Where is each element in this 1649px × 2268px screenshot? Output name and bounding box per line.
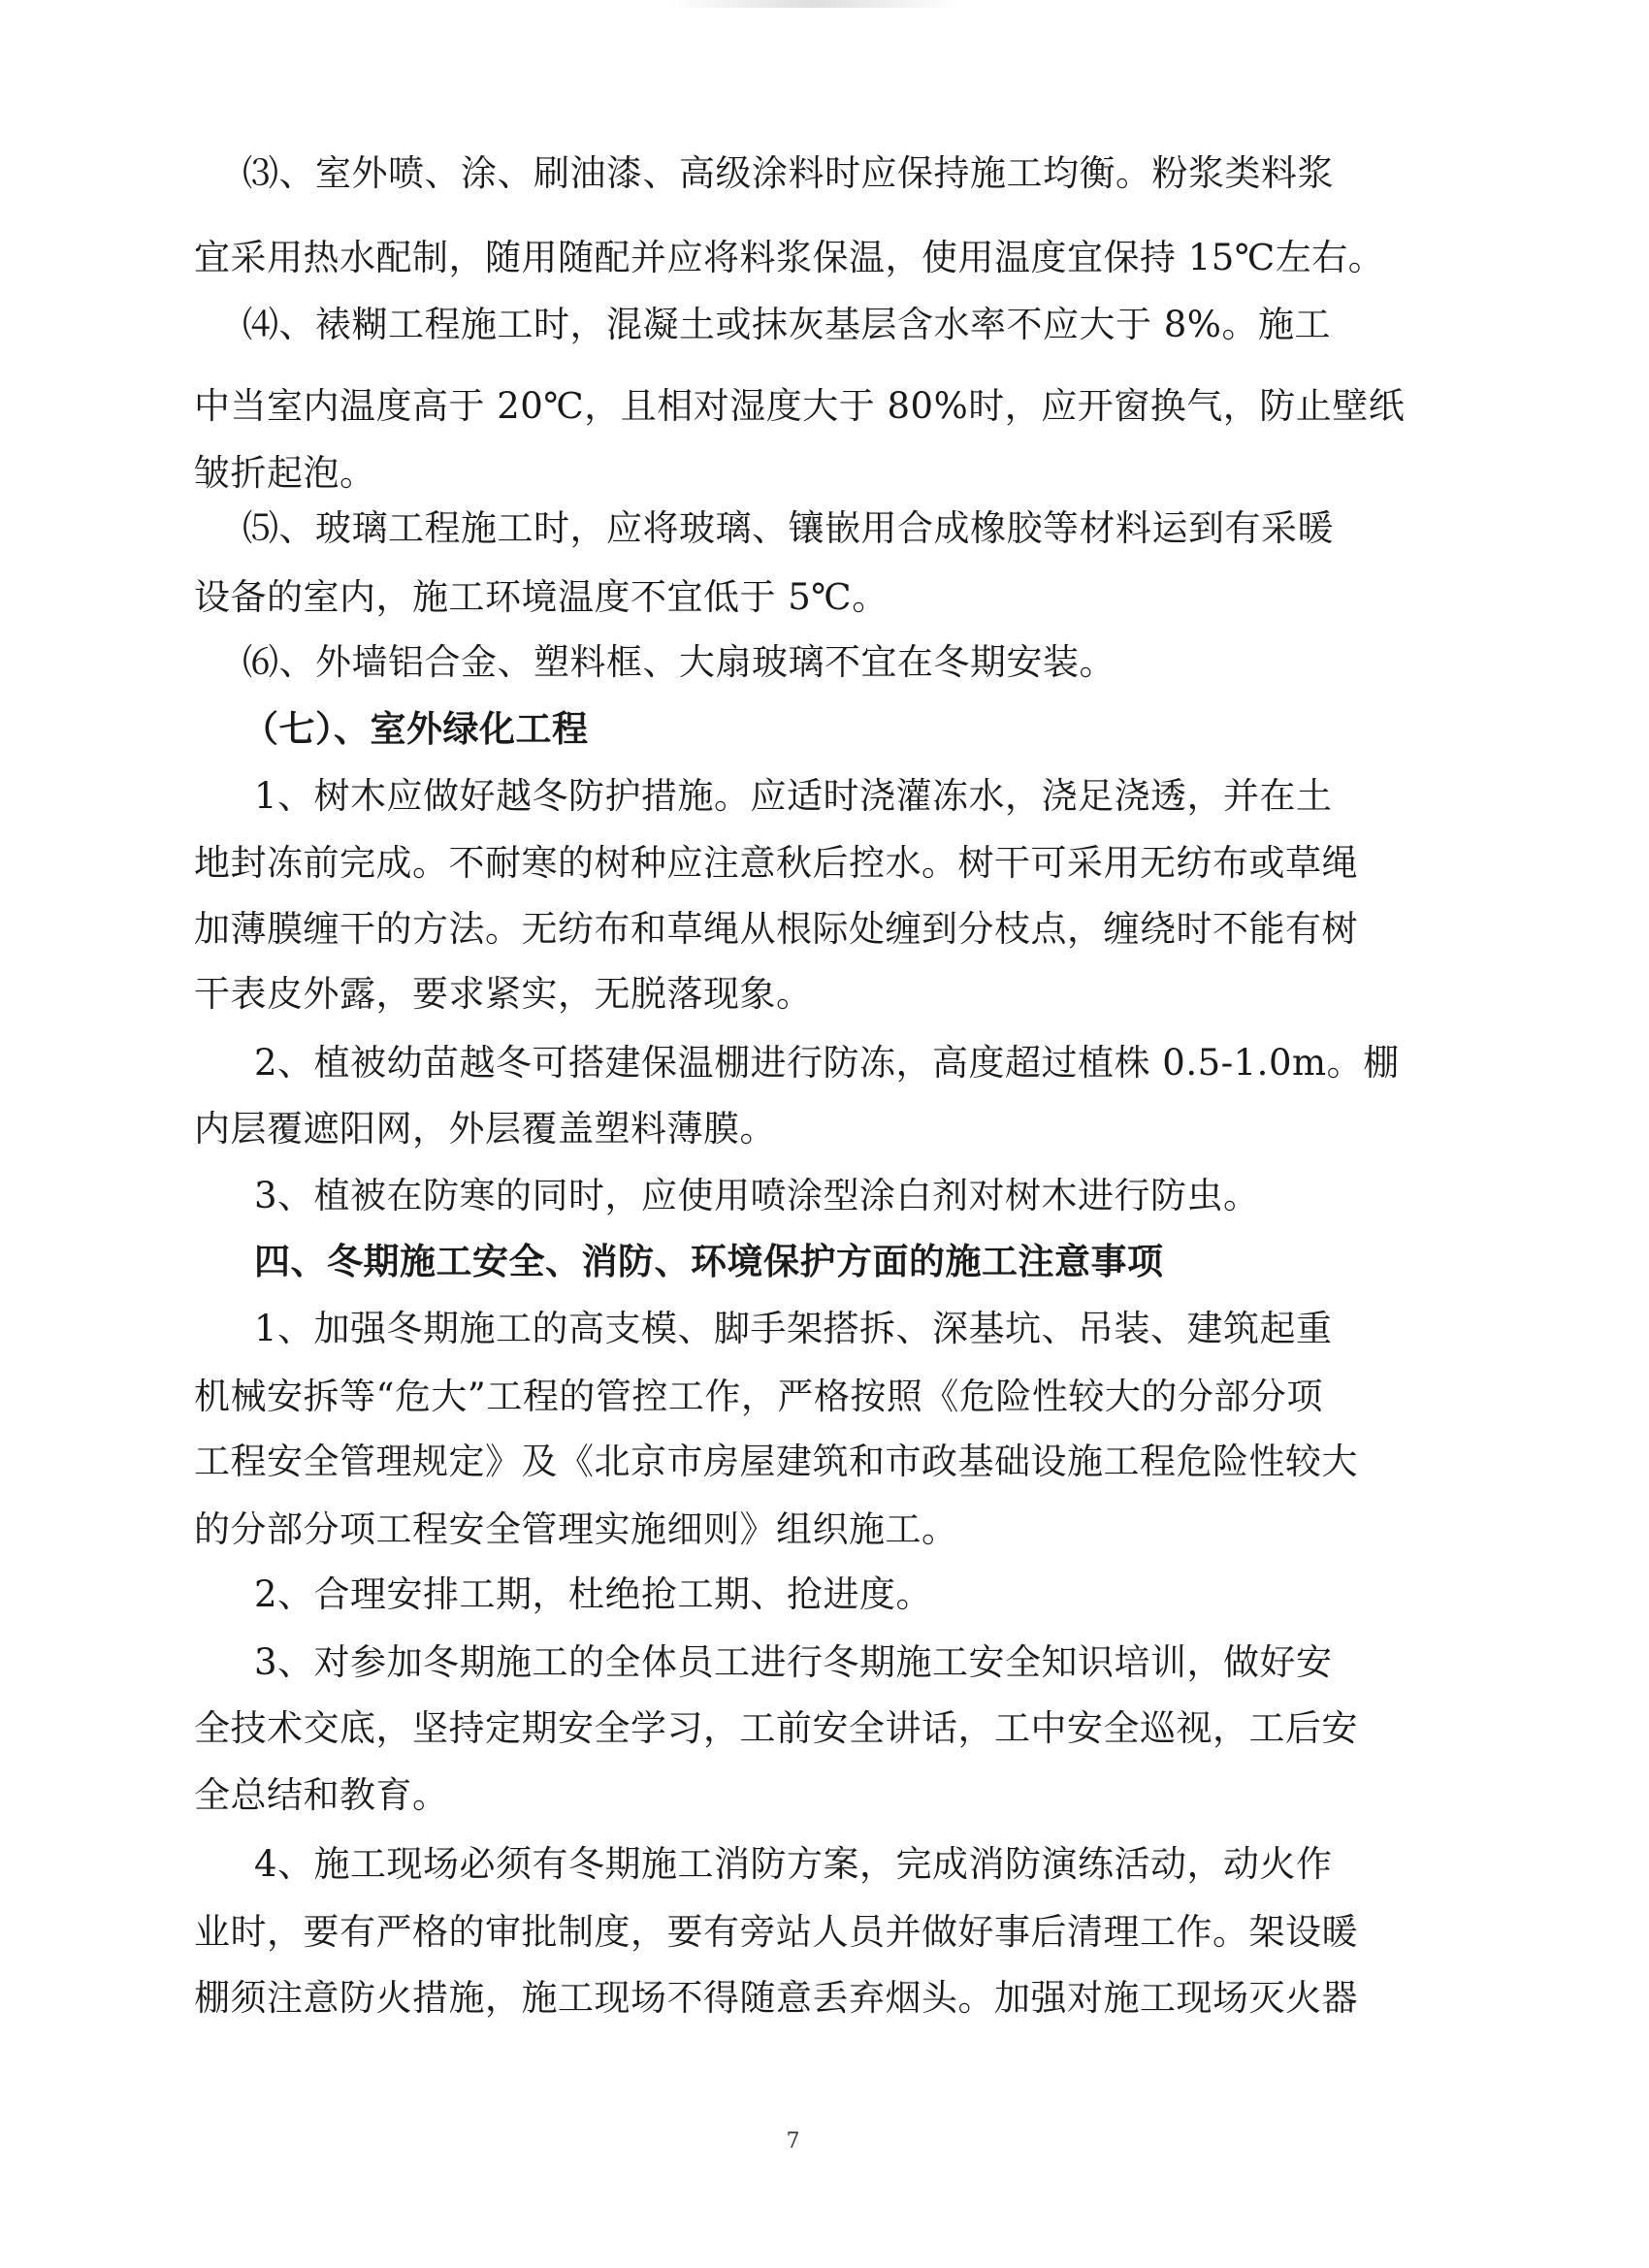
text-line: ⑹、外墙铝合金、塑料框、大扇玻璃不宜在冬期安装。 [242, 641, 1116, 683]
text-line: 的分部分项工程安全管理实施细则》组织施工。 [194, 1508, 958, 1550]
text-line: 地封冻前完成。不耐寒的树种应注意秋后控水。树干可采用无纺布或草绳 [194, 842, 1358, 884]
text-line: ⑷、裱糊工程施工时，混凝土或抹灰基层含水率不应大于 8%。施工 [242, 304, 1331, 345]
text-line: 中当室内温度高于 20℃，且相对湿度大于 80%时，应开窗换气，防止壁纸 [194, 385, 1406, 427]
text-line: 全技术交底，坚持定期安全学习，工前安全讲话，工中安全巡视，工后安 [194, 1707, 1358, 1749]
text-line: 1、树木应做好越冬防护措施。应适时浇灌冻水，浇足浇透，并在土 [254, 775, 1333, 817]
text-line: 内层覆遮阳网，外层覆盖塑料薄膜。 [194, 1108, 776, 1150]
text-line: 机械安拆等“危大”工程的管控工作，严格按照《危险性较大的分部分项 [194, 1376, 1323, 1417]
text-line: ⑸、玻璃工程施工时，应将玻璃、镶嵌用合成橡胶等材料运到有采暖 [242, 507, 1334, 549]
text-line: 2、植被幼苗越冬可搭建保温棚进行防冻，高度超过植株 0.5-1.0m。棚 [254, 1042, 1400, 1084]
text-line: 设备的室内，施工环境温度不宜低于 5℃。 [194, 576, 889, 618]
text-line: ⑶、室外喷、涂、刷油漆、高级涂料时应保持施工均衡。粉浆类料浆 [242, 152, 1334, 194]
section-heading: 四、冬期施工安全、消防、环境保护方面的施工注意事项 [254, 1240, 1164, 1282]
text-line: 棚须注意防火措施，施工现场不得随意丢弃烟头。加强对施工现场灭火器 [194, 1977, 1358, 2019]
section-heading: （七）、室外绿化工程 [242, 707, 589, 750]
text-line: 工程安全管理规定》及《北京市房屋建筑和市政基础设施工程危险性较大 [194, 1441, 1358, 1482]
text-line: 4、施工现场必须有冬期施工消防方案，完成消防演练活动，动火作 [254, 1843, 1333, 1885]
text-line: 3、对参加冬期施工的全体员工进行冬期施工安全知识培训，做好安 [254, 1641, 1333, 1683]
text-line: 皱折起泡。 [194, 452, 376, 494]
text-line: 业时，要有严格的审批制度，要有旁站人员并做好事后清理工作。架设暖 [194, 1911, 1358, 1953]
text-line: 全总结和教育。 [194, 1774, 449, 1816]
text-line: 宜采用热水配制，随用随配并应将料浆保温，使用温度宜保持 15℃左右。 [194, 237, 1385, 278]
page-number: 7 [786, 2129, 800, 2154]
text-line: 3、植被在防寒的同时，应使用喷涂型涂白剂对树木进行防虫。 [254, 1175, 1260, 1216]
text-line: 加薄膜缠干的方法。无纺布和草绳从根际处缠到分枝点，缠绕时不能有树 [194, 908, 1358, 950]
scan-header-mark [669, 0, 960, 8]
text-line: 2、合理安排工期，杜绝抢工期、抢进度。 [254, 1573, 933, 1615]
text-line: 1、加强冬期施工的高支模、脚手架搭拆、深基坑、吊装、建筑起重 [254, 1308, 1333, 1349]
text-line: 干表皮外露，要求紧实，无脱落现象。 [194, 973, 813, 1015]
